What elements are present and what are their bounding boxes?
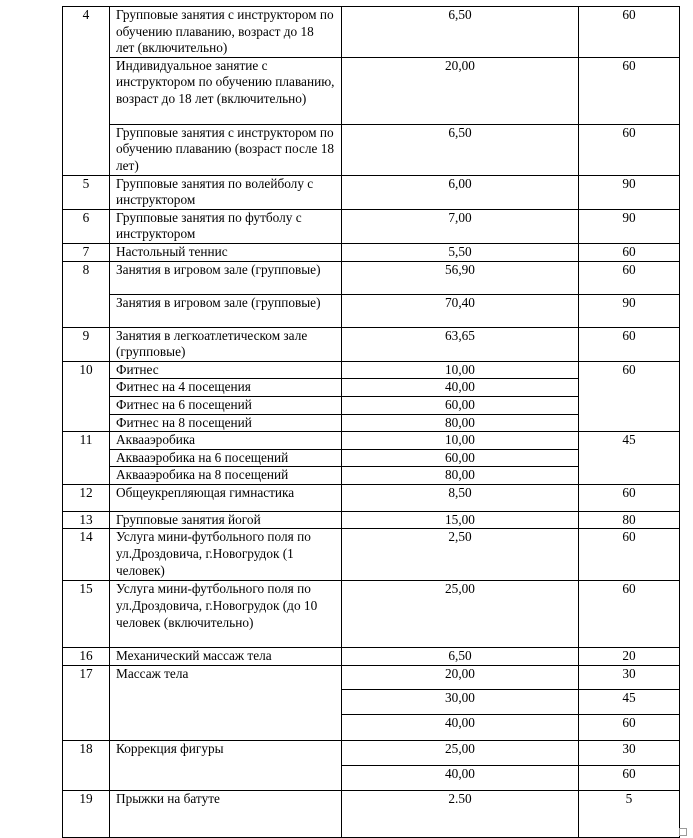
row-number: 11 <box>63 432 110 485</box>
duration-value: 60 <box>579 581 680 648</box>
price-value: 40,00 <box>342 379 579 397</box>
duration-value: 90 <box>579 294 680 327</box>
service-name: Занятия в легкоатлетическом зале (групповые) <box>110 327 342 361</box>
table-row <box>63 294 680 327</box>
service-name: Аквааэробика <box>110 432 342 450</box>
duration-value: 45 <box>579 690 680 715</box>
price-value: 56,90 <box>342 261 579 294</box>
service-name: Фитнес <box>110 361 342 379</box>
table-row <box>63 57 680 124</box>
price-value: 40,00 <box>342 715 579 741</box>
price-value: 40,00 <box>342 766 579 791</box>
price-value: 80,00 <box>342 414 579 432</box>
price-value: 6,50 <box>342 648 579 666</box>
service-name: Фитнес на 6 посещений <box>110 396 342 414</box>
duration-value: 80 <box>579 511 680 529</box>
price-value: 5,50 <box>342 243 579 261</box>
duration-value: 60 <box>579 361 680 431</box>
service-name: Групповые занятия с инструктором по обучению плаванию, возраст до 18 лет (включительно) <box>110 7 342 58</box>
service-name: Массаж тела <box>110 666 342 741</box>
duration-value: 30 <box>579 741 680 766</box>
duration-value: 20 <box>579 648 680 666</box>
service-name: Занятия в игровом зале (групповые) <box>110 261 342 294</box>
price-value: 20,00 <box>342 666 579 690</box>
service-name: Групповые занятия по футболу с инструктором <box>110 209 342 243</box>
row-number: 14 <box>63 529 110 581</box>
table-row <box>63 209 680 243</box>
price-value: 10,00 <box>342 432 579 450</box>
table-row <box>63 484 680 511</box>
row-number: 5 <box>63 175 110 209</box>
table-row <box>63 581 680 648</box>
row-number: 17 <box>63 666 110 741</box>
price-value: 60,00 <box>342 396 579 414</box>
table-row <box>63 124 680 175</box>
row-number: 19 <box>63 791 110 838</box>
price-value: 6,50 <box>342 124 579 175</box>
duration-value: 60 <box>579 261 680 294</box>
service-name: Групповые занятия с инструктором по обучению плаванию (возраст после 18 лет) <box>110 124 342 175</box>
row-number: 9 <box>63 327 110 361</box>
table-row <box>63 791 680 838</box>
duration-value: 60 <box>579 715 680 741</box>
row-number: 10 <box>63 361 110 431</box>
service-name: Механический массаж тела <box>110 648 342 666</box>
service-name: Общеукрепляющая гимнастика <box>110 484 342 511</box>
service-name: Коррекция фигуры <box>110 741 342 791</box>
table-row <box>63 327 680 361</box>
price-value: 6,50 <box>342 7 579 58</box>
table-row <box>63 529 680 581</box>
row-number: 12 <box>63 484 110 511</box>
duration-value: 60 <box>579 57 680 124</box>
duration-value: 90 <box>579 175 680 209</box>
duration-value: 60 <box>579 243 680 261</box>
service-name: Настольный теннис <box>110 243 342 261</box>
service-name: Аквааэробика на 8 посещений <box>110 467 342 485</box>
price-value: 15,00 <box>342 511 579 529</box>
row-number: 18 <box>63 741 110 791</box>
duration-value: 60 <box>579 124 680 175</box>
service-name: Групповые занятия йогой <box>110 511 342 529</box>
row-number: 4 <box>63 7 110 176</box>
table-resize-handle[interactable] <box>679 828 687 836</box>
duration-value: 60 <box>579 766 680 791</box>
duration-value: 60 <box>579 529 680 581</box>
price-value: 2.50 <box>342 791 579 838</box>
row-number: 6 <box>63 209 110 243</box>
row-number: 16 <box>63 648 110 666</box>
table-row <box>63 741 680 766</box>
service-name: Фитнес на 8 посещений <box>110 414 342 432</box>
service-name: Аквааэробика на 6 посещений <box>110 449 342 467</box>
price-value: 30,00 <box>342 690 579 715</box>
table-row <box>63 511 680 529</box>
table-row <box>63 361 680 379</box>
price-value: 8,50 <box>342 484 579 511</box>
duration-value: 60 <box>579 327 680 361</box>
row-number: 7 <box>63 243 110 261</box>
price-value: 7,00 <box>342 209 579 243</box>
price-value: 20,00 <box>342 57 579 124</box>
service-name: Услуга мини-футбольного поля по ул.Дроздовича, г.Новогрудок (до 10 человек (включительно) <box>110 581 342 648</box>
table-row <box>63 7 680 58</box>
price-value: 2,50 <box>342 529 579 581</box>
price-value: 70,40 <box>342 294 579 327</box>
service-name: Индивидуальное занятие с инструктором по обучению плаванию, возраст до 18 лет (включительно) <box>110 57 342 124</box>
table-row <box>63 432 680 450</box>
row-number: 13 <box>63 511 110 529</box>
table-row <box>63 261 680 294</box>
duration-value: 90 <box>579 209 680 243</box>
service-name: Прыжки на батуте <box>110 791 342 838</box>
duration-value: 60 <box>579 484 680 511</box>
price-value: 25,00 <box>342 581 579 648</box>
table-row <box>63 175 680 209</box>
table-row <box>63 243 680 261</box>
price-value: 6,00 <box>342 175 579 209</box>
table-row <box>63 648 680 666</box>
price-value: 63,65 <box>342 327 579 361</box>
service-name: Занятия в игровом зале (групповые) <box>110 294 342 327</box>
row-number: 15 <box>63 581 110 648</box>
table-row <box>63 666 680 690</box>
duration-value: 30 <box>579 666 680 690</box>
service-name: Услуга мини-футбольного поля по ул.Дроздовича, г.Новогрудок (1 человек) <box>110 529 342 581</box>
duration-value: 45 <box>579 432 680 485</box>
duration-value: 5 <box>579 791 680 838</box>
price-value: 60,00 <box>342 449 579 467</box>
price-value: 10,00 <box>342 361 579 379</box>
service-name: Фитнес на 4 посещения <box>110 379 342 397</box>
price-table <box>62 6 680 838</box>
price-value: 25,00 <box>342 741 579 766</box>
row-number: 8 <box>63 261 110 327</box>
price-value: 80,00 <box>342 467 579 485</box>
duration-value: 60 <box>579 7 680 58</box>
service-name: Групповые занятия по волейболу с инструктором <box>110 175 342 209</box>
